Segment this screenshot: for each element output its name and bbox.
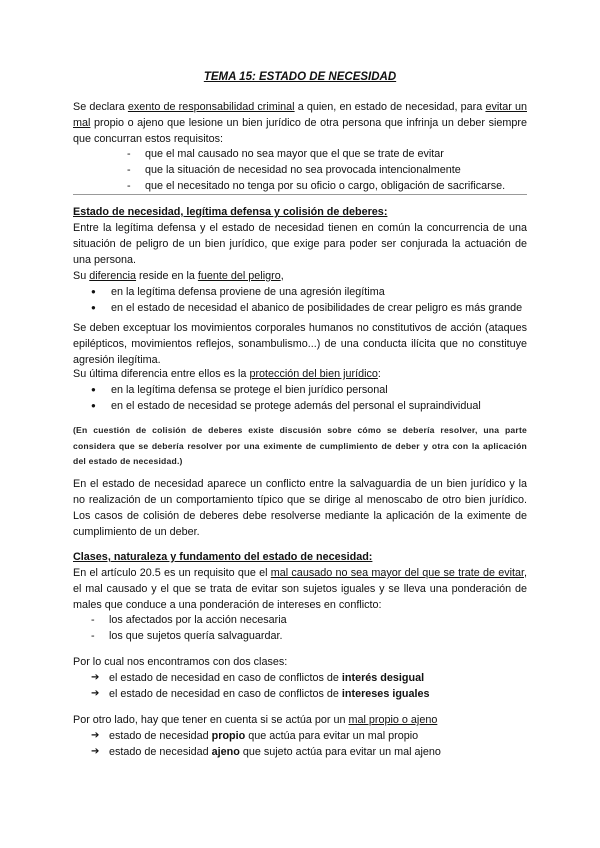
paragraph: En el artículo 20.5 es un requisito que el mal causado no sea mayor del que se trate de evitar, el mal causado y el que se trata de evitar son sujetos iguales y se lleva una ponderación de males que conduce a una ponderación de intereses en conflicto: bbox=[73, 567, 527, 611]
paragraph: Se deben exceptuar los movimientos corporales humanos no constitutivos de acción (ataques epilépticos, movimientos reflejos, sonambulismo...) de una conducta ilícita que no constituye agresión ilegítima. bbox=[73, 322, 527, 366]
divider bbox=[73, 194, 527, 195]
list-item: - que el necesitado no tenga por su oficio o cargo, obligación de sacrificarse. bbox=[127, 178, 505, 194]
list-item: ➔ el estado de necesidad en caso de conflictos de intereses iguales bbox=[91, 686, 430, 702]
afectados-list bbox=[91, 612, 287, 644]
tipos-list bbox=[91, 728, 441, 760]
section-heading-1: Estado de necesidad, legítima defensa y colisión de deberes: bbox=[73, 206, 388, 218]
list-item: ➔ estado de necesidad ajeno que sujeto actúa para evitar un mal ajeno bbox=[91, 744, 441, 760]
paragraph: Entre la legítima defensa y el estado de necesidad tienen en común la concurrencia de una situación de peligro de un bien jurídico, que exige para poder ser conjurada la actuación de una persona. bbox=[73, 222, 527, 266]
list-item: ➔ el estado de necesidad en caso de conflictos de interés desigual bbox=[91, 670, 430, 686]
bullet-list bbox=[91, 382, 527, 414]
list-item: ● en el estado de necesidad se protege además del personal el supraindividual bbox=[91, 398, 527, 414]
list-item: - los afectados por la acción necesaria bbox=[91, 612, 287, 628]
paragraph: Su última diferencia entre ellos es la protección del bien jurídico: bbox=[73, 368, 381, 380]
list-item: - los que sujetos quería salvaguardar. bbox=[91, 628, 287, 644]
clases-list bbox=[91, 670, 430, 702]
list-item: ● en la legítima defensa se protege el bien jurídico personal bbox=[91, 382, 527, 398]
list-item: - que el mal causado no sea mayor que el que se trate de evitar bbox=[127, 146, 505, 162]
intro-paragraph: Se declara exento de responsabilidad criminal a quien, en estado de necesidad, para evitar un mal propio o ajeno que lesione un bien jurídico de otra persona que infrinja un deber siempre que concurran estos requisitos: bbox=[73, 101, 527, 145]
paragraph: Su diferencia reside en la fuente del peligro, bbox=[73, 270, 284, 282]
page-title: TEMA 15: ESTADO DE NECESIDAD bbox=[203, 71, 397, 83]
bullet-list bbox=[91, 284, 527, 316]
evitar-mal-term: evitar un mal bbox=[73, 101, 527, 129]
paragraph: Por otro lado, hay que tener en cuenta si se actúa por un mal propio o ajeno bbox=[73, 714, 438, 726]
paragraph: En el estado de necesidad aparece un conflicto entre la salvaguardia de un bien jurídico y la no realización de un comportamiento típico que se dirige al menoscabo de otro bien jurídico. Los casos de colisión de deberes debe resolverse mediante la aplicación de la eximente de cumplimiento de un deber. bbox=[73, 478, 527, 538]
list-item: ➔ estado de necesidad propio que actúa para evitar un mal propio bbox=[91, 728, 441, 744]
requisitos-list bbox=[127, 146, 505, 194]
note-paragraph: (En cuestión de colisión de deberes existe discusión sobre cómo se debería resolver, una parte considera que se debería resolver por una eximente de cumplimiento de deber y otra con la aplicación del estado de necesidad.) bbox=[73, 425, 527, 466]
list-item: ● en el estado de necesidad el abanico de posibilidades de crear peligro es más grande bbox=[91, 300, 527, 316]
paragraph: Por lo cual nos encontramos con dos clases: bbox=[73, 656, 288, 668]
section-heading-2: Clases, naturaleza y fundamento del estado de necesidad: bbox=[73, 551, 373, 563]
list-item: - que la situación de necesidad no sea provocada intencionalmente bbox=[127, 162, 505, 178]
list-item: ● en la legítima defensa proviene de una agresión ilegítima bbox=[91, 284, 527, 300]
exento-term: exento de responsabilidad criminal bbox=[127, 101, 295, 113]
